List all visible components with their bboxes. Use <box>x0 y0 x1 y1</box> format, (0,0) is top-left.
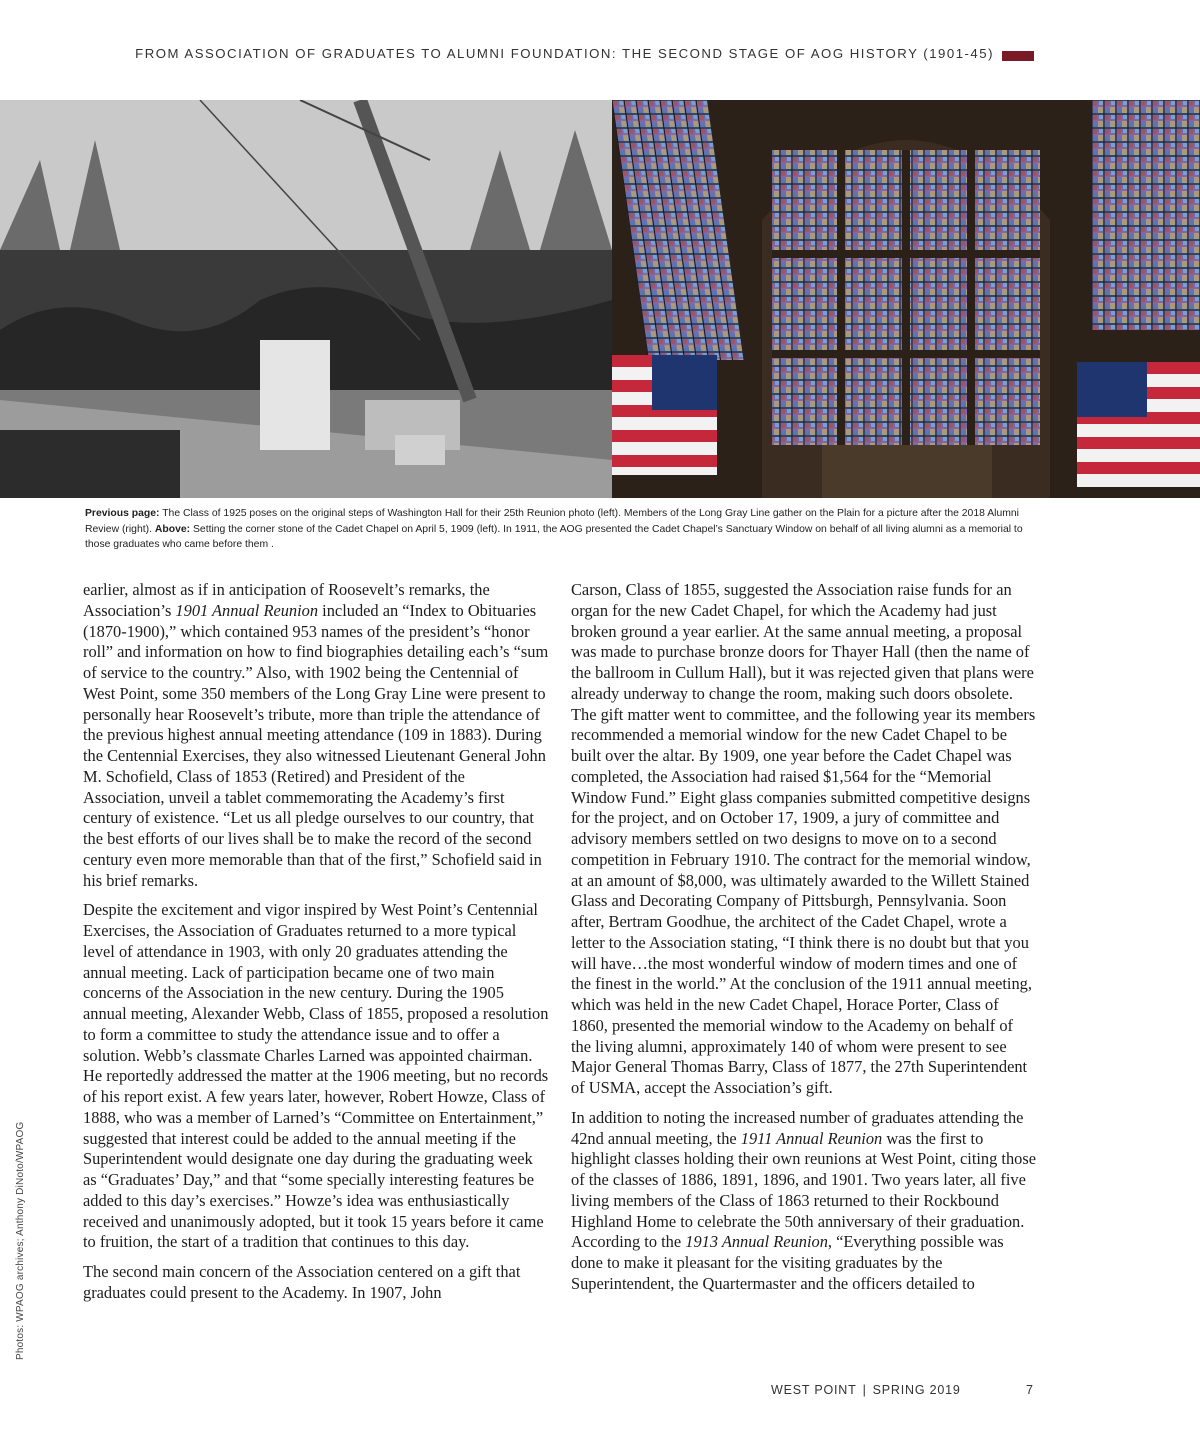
header-accent-bar <box>1002 51 1034 61</box>
paragraph: The second main concern of the Association centered on a gift that graduates could present to the Academy. In 1907, John <box>83 1262 521 1302</box>
cornerstone-photo-graphic <box>0 100 612 498</box>
page-number: 7 <box>1026 1383 1033 1397</box>
publication-title: 1913 Annual Reunion <box>685 1232 828 1252</box>
caption-lead-above: Above: <box>154 523 191 535</box>
photo-sanctuary-window <box>612 100 1200 498</box>
flag-right-graphic <box>1077 362 1200 487</box>
footer-folio <box>771 1383 961 1397</box>
photo-chapel-cornerstone <box>0 100 612 498</box>
caption-text-previous-page: The Class of 1925 poses on the original steps of Washington Hall for their 25th Reunion photo (left). Members of the Long Gray Line gather on the Plain for a picture after the 2018 Alumni Review (right). <box>85 508 1019 535</box>
caption-text-above: Setting the corner stone of the Cadet Chapel on April 5, 1909 (left). In 1911, the AOG presented the Cadet Chapel’s Sanctuary Window on behalf of all living alumni as a memorial to those graduates who came before them . <box>85 523 1023 550</box>
article-column-left <box>83 580 549 1313</box>
article-column-right <box>571 580 1037 1304</box>
publication-title: 1901 Annual Reunion <box>175 600 319 620</box>
photo-caption <box>85 506 1035 553</box>
running-head: FROM ASSOCIATION OF GRADUATES TO ALUMNI FOUNDATION: THE SECOND STAGE OF AOG HISTORY (1901-45) <box>135 46 994 61</box>
caption-lead-previous-page: Previous page: <box>85 508 160 519</box>
issue-date: SPRING 2019 <box>872 1383 961 1397</box>
paragraph: earlier, almost as if in anticipation of Roosevelt’s remarks, the Association’s 1901 Annual Reunion included an “Index to Obituaries (1870-1900),” which contained 953 names of the president’s “honor roll” and information on how to find biographies detailing each’s “sum of service to the country.” Also, with 1902 being the Centennial of West Point, some 350 members of the Long Gray Line were present to personally hear Roosevelt’s tribute, more than triple the attendance of the previous highest annual meeting attendance (109 in 1883). During the Centennial Exercises, they also witnessed Lieutenant General John M. Schofield, Class of 1853 (Retired) and President of the Association, unveil a tablet commemorating the Academy’s first century of existence. “Let us all pledge ourselves to our country, that the best efforts of our lives shall be to make the record of the second century even more memorable than that of the first,” Schofield said in his brief remarks. <box>83 580 549 890</box>
photo-credit: Photos: WPAOG archives; Anthony DiNoto/WPAOG <box>15 1121 26 1360</box>
publication-title: 1911 Annual Reunion <box>740 1128 883 1148</box>
flag-left-graphic <box>612 355 717 475</box>
paragraph: Carson, Class of 1855, suggested the Association raise funds for an organ for the new Cadet Chapel, for which the Academy had just broken ground a year earlier. At the same annual meeting, a proposal was made to purchase bronze doors for Thayer Hall (then the name of the ballroom in Cullum Hall), but it was rejected given that plans were already underway to change the room, making such doors obsolete. The gift matter went to committee, and the following year its members recommended a memorial window for the new Cadet Chapel to be built over the altar. By 1909, one year before the Cadet Chapel was completed, the Association had raised $1,564 for the “Memorial Window Fund.” Eight glass companies submitted competitive designs for the project, and on October 17, 1909, a jury of committee and advisory members settled on two designs to move on to a second competition in February 1910. The contract for the memorial window, at an amount of $8,000, was ultimately awarded to the Willett Stained Glass and Decorating Company of Pittsburgh, Pennsylvania. Soon after, Bertram Goodhue, the architect of the Cadet Chapel, wrote a letter to the Association stating, “I think there is no doubt but that you will have…the most wonderful window of modern times and one of the finest in the world.” At the conclusion of the 1911 annual meeting, which was held in the new Cadet Chapel, Horace Porter, Class of 1860, presented the memorial window to the Academy on behalf of the living alumni, approximately 140 of whom were present to see Major General Thomas Barry, Class of 1877, the 27th Superintendent of USMA, accept the Association’s gift. <box>571 580 1036 1097</box>
footer-separator: | <box>862 1383 867 1397</box>
paragraph: In addition to noting the increased number of graduates attending the 42nd annual meeting, the 1911 Annual Reunion was the first to highlight classes holding their own reunions at West Point, citing those of the classes of 1886, 1891, 1896, and 1901. Two years later, all five living members of the Class of 1863 returned to their Rockbound Highland Home to celebrate the 50th anniversary of their graduation. According to the 1913 Annual Reunion, “Everything possible was done to make it pleasant for the visiting graduates by the Superintendent, the Quartermaster and the officers detailed to <box>571 1107 1037 1293</box>
sanctuary-window-photo-graphic <box>612 100 1200 498</box>
publication-name: WEST POINT <box>771 1383 857 1397</box>
paragraph: Despite the excitement and vigor inspired by West Point’s Centennial Exercises, the Association of Graduates returned to a more typical level of attendance in 1903, with only 20 graduates attending the annual meeting. Lack of participation became one of two main concerns of the Association in the new century. During the 1905 annual meeting, Alexander Webb, Class of 1855, proposed a resolution to form a committee to study the attendance issue and to offer a solution. Webb’s classmate Charles Larned was appointed chairman. He reportedly addressed the matter at the 1906 meeting, but no records of his report exist. A few years later, however, Robert Howze, Class of 1888, who was a member of Larned’s “Committee on Entertainment,” suggested that interest could be added to the annual meeting if the Superintendent would designate one day during the graduating week as “Graduates’ Day,” and that “some specially interesting features be added to this day’s exercises.” Howze’s idea was enthusiastically received and unanimously adopted, but it took 15 years before it came to fruition, the start of a tradition that continues to this day. <box>83 900 549 1252</box>
